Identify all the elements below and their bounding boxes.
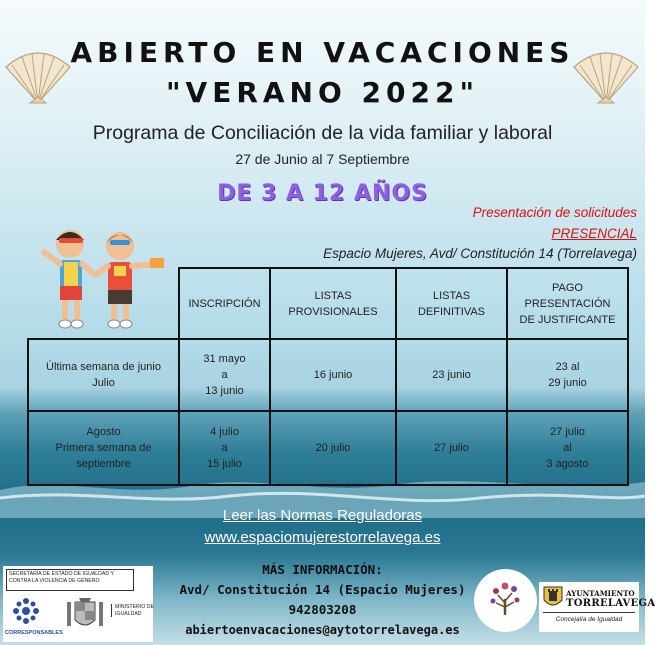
website-link[interactable]: www.espaciomujerestorrelavega.es bbox=[204, 529, 441, 546]
table-header-row bbox=[28, 268, 628, 339]
header-pago: PAGO PRESENTACIÓN DE JUSTIFICANTE bbox=[507, 268, 628, 339]
ayuntamiento-label: AYUNTAMIENTO bbox=[566, 589, 635, 598]
presentation-address: Espacio Mujeres, Avd/ Constitución 14 (Torrelavega) bbox=[323, 246, 637, 261]
more-info-heading: MÁS INFORMACIÓN: bbox=[262, 562, 383, 577]
header-listas-provisionales: LISTAS PROVISIONALES bbox=[270, 268, 396, 339]
period-cell: Última semana de junio Julio bbox=[28, 339, 179, 411]
period-cell: Agosto Primera semana de septiembre bbox=[28, 411, 179, 485]
secretaria-label: SECRETARÍA DE ESTADO DE IGUALDAD Y CONTRA LA VIOLENCIA DE GÉNERO bbox=[6, 569, 134, 591]
table-row bbox=[28, 411, 628, 485]
title-line-1: ABIERTO EN VACACIONES bbox=[70, 36, 575, 69]
divider bbox=[543, 612, 635, 613]
program-subtitle: Programa de Conciliación de la vida familiar y laboral bbox=[92, 122, 553, 144]
contact-phone: 942803208 bbox=[288, 602, 357, 617]
definitivas-cell: 27 julio bbox=[396, 411, 507, 485]
tree-logo-icon bbox=[474, 569, 537, 632]
presentation-heading: Presentación de solicitudes bbox=[472, 205, 637, 220]
header-inscripcion: INSCRIPCIÓN bbox=[179, 268, 270, 339]
espacio-mujeres-logo bbox=[474, 569, 537, 632]
corresponsables-logo-icon bbox=[11, 596, 41, 626]
table-corner-cell bbox=[28, 268, 179, 339]
pago-cell: 23 al 29 junio bbox=[507, 339, 628, 411]
definitivas-cell: 23 junio bbox=[396, 339, 507, 411]
torrelavega-label: TORRELAVEGA bbox=[566, 598, 655, 609]
inscripcion-cell: 31 mayo a 13 junio bbox=[179, 339, 270, 411]
concejalia-label: Concejalía de Igualdad bbox=[555, 616, 623, 623]
government-logos bbox=[3, 566, 153, 642]
provisionales-cell: 16 junio bbox=[270, 339, 396, 411]
corresponsables-label: CORRESPONSABLES bbox=[5, 630, 63, 636]
normas-link[interactable]: Leer las Normas Reguladoras bbox=[222, 507, 423, 524]
program-dates: 27 de Junio al 7 Septiembre bbox=[235, 151, 410, 167]
title-line-2: "VERANO 2022" bbox=[165, 76, 480, 109]
age-range-heading: DE 3 A 12 AÑOS bbox=[217, 181, 428, 206]
inscripcion-cell: 4 julio a 15 julio bbox=[179, 411, 270, 485]
provisionales-cell: 20 julio bbox=[270, 411, 396, 485]
ayuntamiento-logo bbox=[539, 582, 655, 632]
contact-email[interactable]: abiertoenvacaciones@aytotorrelavega.es bbox=[185, 623, 460, 637]
presentation-mode: PRESENCIAL bbox=[551, 226, 637, 241]
pago-cell: 27 julio al 3 agosto bbox=[507, 411, 628, 485]
spain-coat-of-arms-icon bbox=[65, 596, 105, 632]
torrelavega-shield-icon bbox=[543, 586, 563, 610]
schedule-table bbox=[27, 267, 629, 486]
contact-address: Avd/ Constitución 14 (Espacio Mujeres) bbox=[179, 582, 466, 597]
header-listas-definitivas: LISTAS DEFINITIVAS bbox=[396, 268, 507, 339]
table-row bbox=[28, 339, 628, 411]
ministerio-label: MINISTERIO DE IGUALDAD bbox=[111, 604, 155, 617]
